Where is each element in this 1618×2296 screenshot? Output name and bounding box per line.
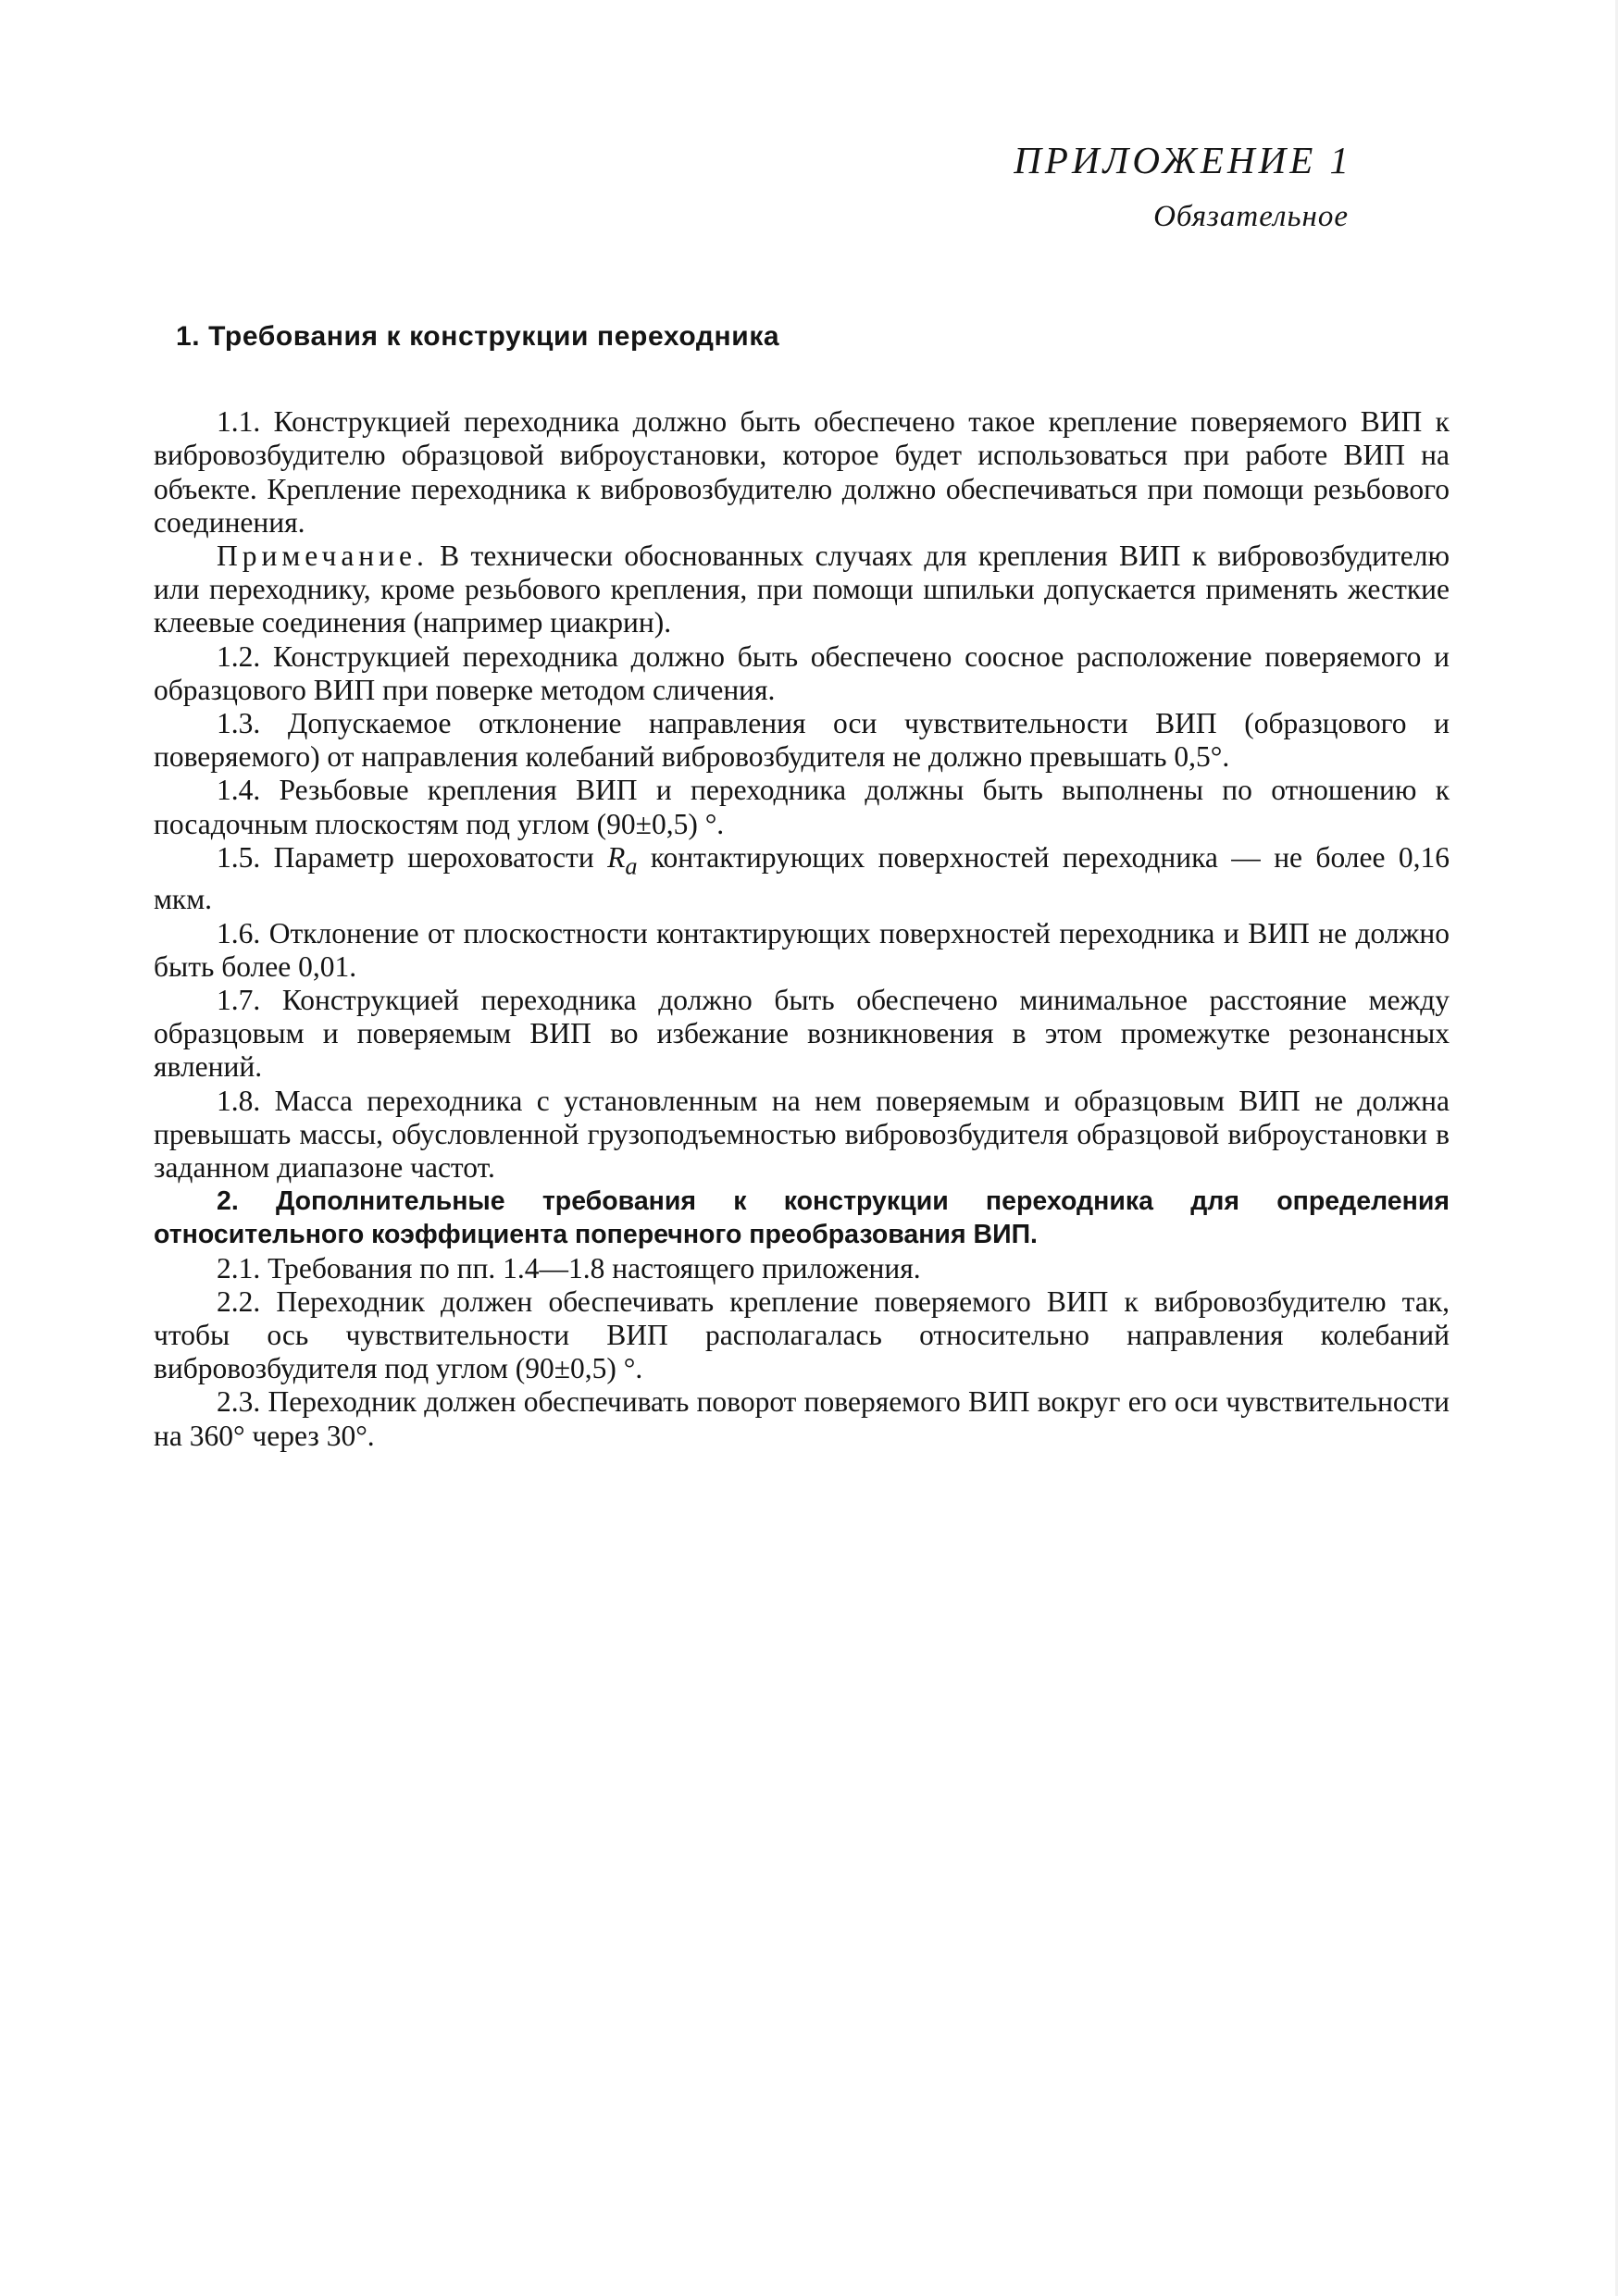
paragraph-1-7: 1.7. Конструкцией переходника должно быть обеспечено минимальное расстояние между образцовым и поверяемым ВИП во избежание возникновения в этом промежутке резонансных явлений. [154,983,1450,1084]
paragraph-2-1: 2.1. Требования по пп. 1.4—1.8 настоящего приложения. [217,1251,921,1285]
appendix-subtitle: Обязательное [1153,200,1349,233]
paragraph-1-2: 1.2. Конструкцией переходника должно быть обеспечено соосное расположение поверяемого и образцового ВИП при поверке методом сличения. [154,639,1450,706]
paragraph-1-5 [154,841,1450,917]
note-text: В технически обоснованных случаях для крепления ВИП к вибровозбудителю или переходнику, кроме резьбового крепления, при помощи шпильки допускается применять жесткие клеевые соединения (например циакрин). [154,540,1450,639]
roughness-symbol: R [607,840,626,874]
note-paragraph [154,540,1450,640]
document-body [154,320,1450,1453]
section-1-heading: 1. Требования к конструкции переходника [176,321,780,352]
note-label: Примечание. [217,540,429,573]
paragraph-2-3: 2.3. Переходник должен обеспечивать поворот поверяемого ВИП вокруг его оси чувствительности на 360° через 30°. [154,1385,1450,1452]
paragraph-1-8: 1.8. Масса переходника с установленным на нем поверяемым и образцовым ВИП не должна превышать массы, обусловленной грузоподъемностью вибровозбудителя образцовой виброустановки в заданном диапазоне частот. [154,1084,1450,1184]
paragraph-1-5-start: 1.5. Параметр шероховатости [217,840,608,874]
paragraph-1-6: 1.6. Отклонение от плоскостности контактирующих поверхностей переходника и ВИП не должно быть более 0,01. [154,916,1450,983]
paragraph-1-1: 1.1. Конструкцией переходника должно быть обеспечено такое крепление поверяемого ВИП к вибровозбудителю образцовой виброустановки, которое будет использоваться при работе ВИП на объекте. Крепление переходника к вибровозбудителю должно обеспечиваться при помощи резьбового соединения. [154,405,1450,539]
appendix-header [1014,137,1352,237]
appendix-title: ПРИЛОЖЕНИЕ 1 [1014,139,1352,181]
paragraph-1-4: 1.4. Резьбовые крепления ВИП и переходника должны быть выполнены по отношению к посадочным плоскостям под углом (90±0,5) °. [154,774,1450,840]
paragraph-1-5-end: контактирующих поверхностей переходника — не более 0,16 мкм. [154,840,1450,916]
roughness-subscript: a [625,852,638,880]
paragraph-1-3: 1.3. Допускаемое отклонение направления оси чувствительности ВИП (образцового и поверяемого) от направления колебаний вибровозбудителя не должно превышать 0,5°. [154,707,1450,774]
paragraph-2-2: 2.2. Переходник должен обеспечивать крепление поверяемого ВИП к вибровозбудителю так, чтобы ось чувствительности ВИП располагалась относительно направления колебаний вибровозбудителя под углом (90±0,5) °. [154,1285,1450,1385]
section-2-heading: 2. Дополнительные требования к конструкции переходника для определения относительного коэффициента поперечного преобразования ВИП. [154,1186,1450,1250]
